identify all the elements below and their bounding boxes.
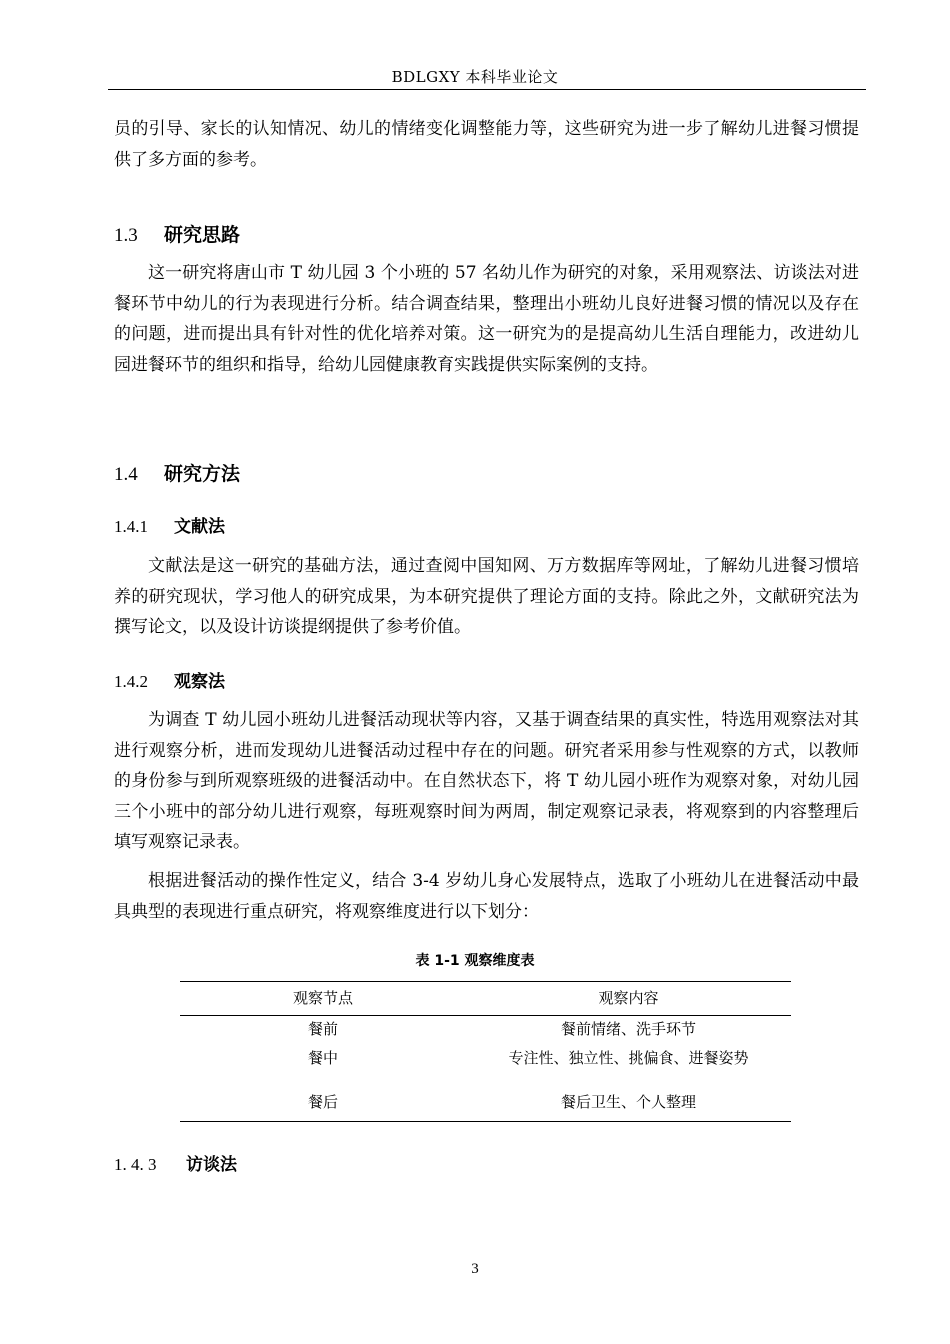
table-cell: 餐后卫生、个人整理 — [560, 1093, 696, 1111]
running-header: BDLGXY 本科毕业论文 — [391, 68, 559, 86]
section-1-4-1-paragraph: 文献法是这一研究的基础方法，通过查阅中国知网、万方数据库等网址，了解幼儿进餐习惯培养的研究现状，学习他人的研究成果，为本研究提供了理论方面的支持。除此之外，文献研究法为撰写论文，以及设计访谈提纲提供了参考价值。 — [114, 556, 859, 637]
section-1-4-2-paragraph-1: 为调查 T 幼儿园小班幼儿进餐活动现状等内容，又基于调查结果的真实性，特选用观察法对其进行观察分析，进而发现幼儿进餐活动过程中存在的问题。研究者采用参与性观察的方式，以教师的身份参与到所观察班级的进餐活动中。在自然状态下，将 T 幼儿园小班作为观察对象，对幼儿园三个小班中的部分幼儿进行观察，每班观察时间为两周，制定观察记录表，将观察到的内容整理后填写观察记录表。 — [114, 710, 859, 852]
section-1-4-2-paragraph-2: 根据进餐活动的操作性定义，结合 3-4 岁幼儿身心发展特点，选取了小班幼儿在进餐活动中最具典型的表现进行重点研究，将观察维度进行以下划分： — [114, 871, 859, 922]
subsection-heading-1-4-2 — [114, 667, 225, 692]
section-number: 1.3 — [114, 225, 138, 246]
table-header-cell: 观察节点 — [292, 989, 353, 1007]
page-number: 3 — [471, 1261, 479, 1277]
subsection-number: 1. 4. 3 — [114, 1155, 157, 1174]
section-number: 1.4 — [114, 464, 138, 485]
subsection-title: 访谈法 — [186, 1155, 237, 1175]
table-cell: 餐中 — [307, 1049, 338, 1067]
section-heading-1-3 — [114, 220, 240, 247]
table-top-rule — [180, 981, 791, 982]
subsection-heading-1-4-3 — [114, 1150, 237, 1175]
subsection-heading-1-4-1 — [114, 512, 225, 537]
table-bottom-rule — [180, 1121, 791, 1122]
section-title: 研究思路 — [164, 224, 241, 246]
subsection-title: 文献法 — [174, 517, 225, 537]
section-title: 研究方法 — [164, 463, 241, 485]
table-caption: 表 1-1 观察维度表 — [415, 953, 535, 969]
table-cell: 餐前 — [307, 1020, 338, 1038]
subsection-number: 1.4.1 — [114, 517, 148, 536]
table-header-rule — [180, 1015, 791, 1016]
section-1-3-paragraph: 这一研究将唐山市 T 幼儿园 3 个小班的 57 名幼儿作为研究的对象，采用观察法、访谈法对进餐环节中幼儿的行为表现进行分析。结合调查结果，整理出小班幼儿良好进餐习惯的情况以及存在的问题，进而提出具有针对性的优化培养对策。这一研究为的是提高幼儿生活自理能力，改进幼儿园进餐环节的组织和指导，给幼儿园健康教育实践提供实际案例的支持。 — [114, 263, 859, 375]
table-cell: 餐后 — [307, 1093, 338, 1111]
subsection-number: 1.4.2 — [114, 672, 148, 691]
table-header-cell: 观察内容 — [598, 989, 659, 1007]
intro-paragraph: 员的引导、家长的认知情况、幼儿的情绪变化调整能力等，这些研究为进一步了解幼儿进餐习惯提供了多方面的参考。 — [114, 119, 859, 170]
table-cell: 餐前情绪、洗手环节 — [560, 1020, 696, 1038]
subsection-title: 观察法 — [174, 672, 225, 692]
header-divider — [108, 89, 866, 90]
section-heading-1-4 — [114, 459, 240, 486]
table-cell: 专注性、独立性、挑偏食、进餐姿势 — [508, 1049, 749, 1067]
